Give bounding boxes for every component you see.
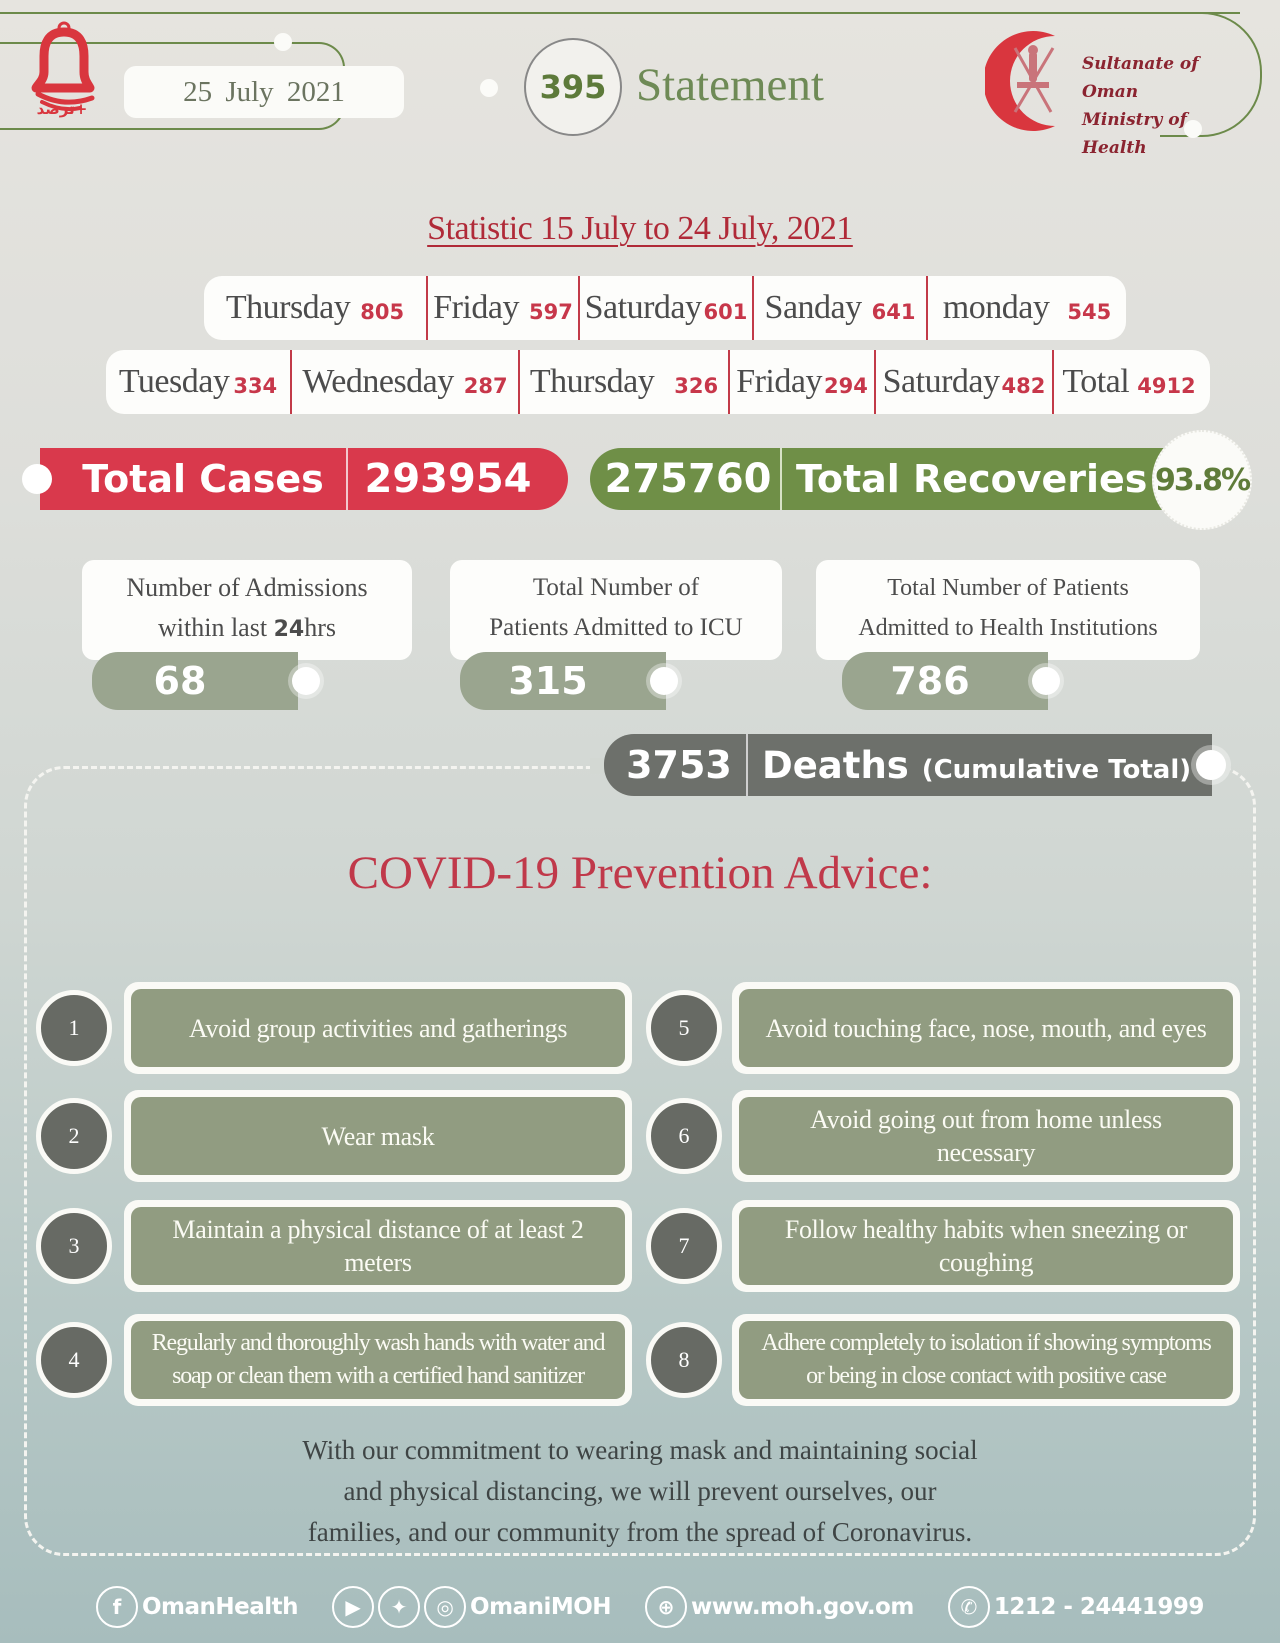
day-name: Saturday	[584, 289, 702, 326]
daily-stats-row-2	[106, 350, 1210, 414]
day-value: 805	[360, 300, 405, 324]
advice-item	[124, 1314, 632, 1406]
day-name: Tuesday	[118, 363, 230, 400]
closing-message	[0, 1430, 1280, 1553]
deaths-dot	[1196, 750, 1226, 780]
card-label-line2: Admitted to Health Institutions	[858, 615, 1158, 641]
advice-text: Follow healthy habits when sneezing or coughing	[739, 1207, 1233, 1285]
total-recoveries-label: Total Recoveries	[796, 457, 1148, 501]
advice-number: 2	[36, 1098, 112, 1174]
advice-text: Avoid group activities and gatherings	[131, 989, 625, 1067]
advice-item	[732, 982, 1240, 1074]
phone-number[interactable]: 1212 - 24441999	[993, 1594, 1204, 1620]
statement-label: Statement	[636, 59, 824, 111]
card-label-bold: 24	[273, 617, 305, 642]
daily-stat-total	[1054, 350, 1204, 414]
closing-line: and physical distancing, we will prevent ourselves, our	[343, 1476, 937, 1506]
ministry-logo-icon	[985, 28, 1075, 134]
day-value: 641	[871, 300, 916, 324]
day-name: Friday	[433, 289, 519, 326]
twitter-icon[interactable]: ✦	[378, 1586, 420, 1628]
advice-number: 3	[36, 1208, 112, 1284]
daily-stat	[204, 276, 428, 340]
instagram-icon[interactable]: ◎	[424, 1586, 466, 1628]
daily-stat	[428, 276, 580, 340]
icu-card	[450, 560, 782, 660]
total-cases-value: 293954	[364, 456, 532, 502]
day-name: Total	[1062, 363, 1130, 400]
bell-label: ترصد+	[36, 100, 88, 118]
card-label-line1: Number of Admissions	[126, 573, 368, 602]
advice-number: 5	[646, 990, 722, 1066]
card-dot	[292, 667, 320, 695]
advice-item	[732, 1314, 1240, 1406]
day-name: Saturday	[882, 363, 1000, 400]
admissions-24h-value: 68	[92, 652, 298, 710]
card-label-line2	[82, 608, 412, 650]
total-recoveries-value: 275760	[590, 448, 782, 510]
advice-item	[124, 982, 632, 1074]
icu-value: 315	[460, 652, 666, 710]
deaths-sub-label: (Cumulative Total)	[921, 754, 1192, 785]
deaths-bar	[604, 734, 1212, 796]
globe-icon: ⊕	[645, 1586, 687, 1628]
daily-stat	[520, 350, 730, 414]
advice-text: Regularly and thoroughly wash hands with water and soap or clean them with a certified hand sanitizer	[131, 1321, 625, 1399]
date-label: 25 July 2021	[124, 66, 404, 118]
day-value: 597	[528, 300, 573, 324]
social-handle[interactable]: OmaniMOH	[470, 1594, 612, 1620]
card-dot	[650, 667, 678, 695]
closing-line: families, and our community from the spread of Coronavirus.	[307, 1517, 973, 1547]
phone-icon: ✆	[948, 1586, 990, 1628]
daily-stat	[754, 276, 928, 340]
daily-stats-row-1	[204, 276, 1126, 340]
day-name: Friday	[736, 363, 822, 400]
day-name: Wednesday	[302, 363, 454, 400]
header-dot	[274, 33, 292, 51]
day-value: 294	[823, 374, 868, 398]
advice-text: Avoid going out from home unless necessary	[739, 1097, 1233, 1175]
advice-text: Wear mask	[131, 1097, 625, 1175]
admissions-24h-card	[82, 560, 412, 660]
advice-text: Avoid touching face, nose, mouth, and eyes	[739, 989, 1233, 1067]
daily-stat	[730, 350, 876, 414]
day-value: 482	[1001, 374, 1046, 398]
hospitalized-value: 786	[842, 652, 1048, 710]
advice-number: 1	[36, 990, 112, 1066]
statistics-title: Statistic 15 July to 24 July, 2021	[427, 210, 853, 247]
advice-number: 4	[36, 1322, 112, 1398]
ministry-name	[1082, 50, 1247, 162]
total-cases-bar	[40, 448, 568, 510]
card-label-text: hrs	[304, 613, 336, 642]
card-label-text: within last	[158, 613, 274, 642]
day-value: 287	[463, 374, 508, 398]
advice-number: 6	[646, 1098, 722, 1174]
recovery-rate: 93.8%	[1152, 430, 1252, 530]
header-dot	[480, 79, 498, 97]
day-name: monday	[942, 289, 1050, 326]
advice-number: 8	[646, 1322, 722, 1398]
statement-number: 395	[524, 38, 622, 136]
cases-dot	[22, 464, 52, 494]
youtube-icon[interactable]: ▶	[332, 1586, 374, 1628]
deaths-label-group	[748, 744, 1191, 787]
advice-item	[732, 1090, 1240, 1182]
advice-item	[124, 1090, 632, 1182]
day-name: Sanday	[764, 289, 862, 326]
day-value: 601	[703, 300, 748, 324]
facebook-icon[interactable]: f	[96, 1586, 138, 1628]
day-value: 326	[674, 374, 719, 398]
daily-stat	[928, 276, 1126, 340]
day-value: 545	[1067, 300, 1112, 324]
daily-stat	[106, 350, 292, 414]
ministry-line2: Ministry of Health	[1082, 110, 1187, 158]
closing-line: With our commitment to wearing mask and maintaining social	[302, 1435, 978, 1465]
website-link[interactable]: www.moh.gov.om	[691, 1594, 914, 1620]
daily-stat	[876, 350, 1054, 414]
advice-item	[732, 1200, 1240, 1292]
day-name: Thursday	[225, 289, 351, 326]
deaths-label: Deaths	[762, 743, 909, 787]
header-top-line	[0, 12, 1240, 14]
advice-number: 7	[646, 1208, 722, 1284]
advice-title: COVID-19 Prevention Advice:	[347, 847, 933, 899]
day-name: Thursday	[529, 363, 655, 400]
daily-stat	[580, 276, 754, 340]
total-recoveries-bar	[590, 448, 1170, 510]
card-dot	[1032, 667, 1060, 695]
total-cases-label: Total Cases	[40, 448, 348, 510]
day-value: 334	[233, 374, 278, 398]
advice-item	[124, 1200, 632, 1292]
card-label-line2: Patients Admitted to ICU	[489, 614, 743, 641]
advice-text: Adhere completely to isolation if showing symptoms or being in close contact with positive case	[739, 1321, 1233, 1399]
deaths-value: 3753	[604, 734, 748, 796]
advice-text: Maintain a physical distance of at least 2 meters	[131, 1207, 625, 1285]
daily-stat	[292, 350, 520, 414]
card-label-line1: Total Number of Patients	[887, 575, 1129, 601]
card-label-line1: Total Number of	[532, 574, 700, 601]
day-value: 4912	[1137, 374, 1196, 398]
facebook-handle[interactable]: OmanHealth	[142, 1594, 299, 1620]
hospitalized-card	[816, 560, 1200, 660]
ministry-line1: Sultanate of Oman	[1082, 54, 1199, 102]
footer	[96, 1584, 1204, 1630]
